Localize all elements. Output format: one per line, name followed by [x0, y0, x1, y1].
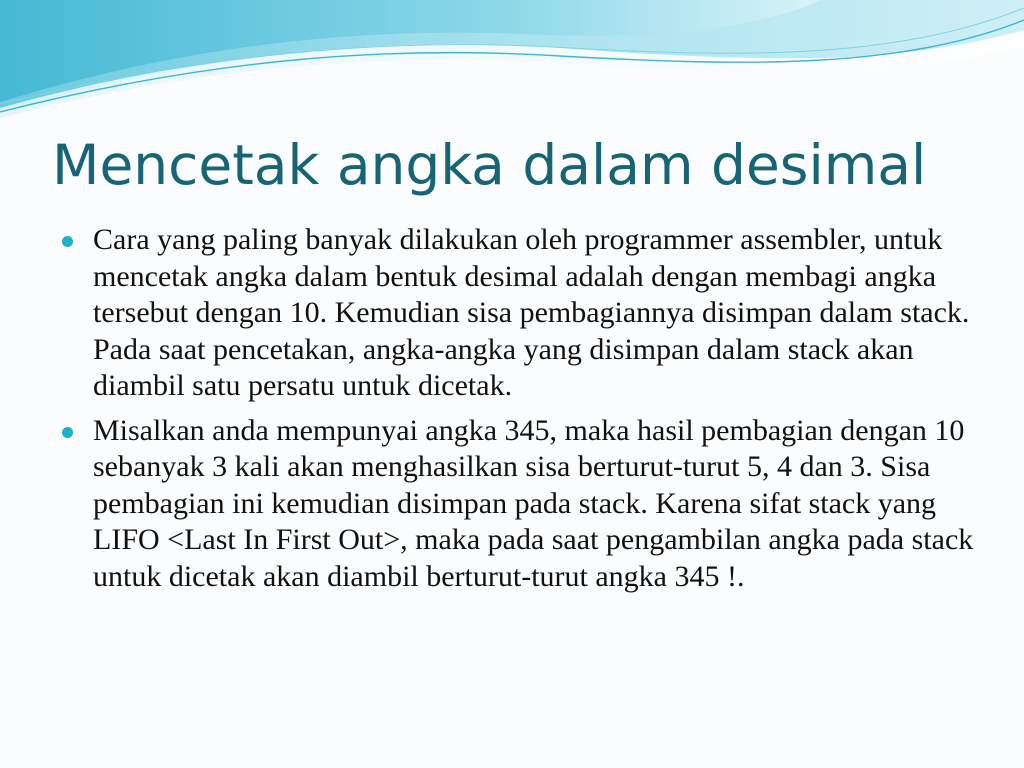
bullet-item: [62, 222, 992, 405]
bullet-list: [62, 222, 992, 603]
slide-title: Mencetak angka dalam desimal: [52, 133, 927, 197]
bullet-icon: [62, 236, 73, 247]
header-wave-decoration: [0, 0, 1024, 130]
bullet-text: Cara yang paling banyak dilakukan oleh programmer assembler, untuk mencetak angka dalam bentuk desimal adalah dengan membagi angka tersebut dengan 10. Kemudian sisa pembagiannya disimpan dalam stack. Pada saat pencetakan, angka-angka yang disimpan dalam stack akan diambil satu persatu untuk dicetak.: [93, 223, 970, 402]
bullet-text: Misalkan anda mempunyai angka 345, maka hasil pembagian dengan 10 sebanyak 3 kali akan menghasilkan sisa berturut-turut 5, 4 dan 3. Sisa pembagian ini kemudian disimpan pada stack. Karena sifat stack yang LIFO <Last In First Out>, maka pada saat pengambilan angka pada stack untuk dicetak akan diambil berturut-turut angka 345 !.: [93, 413, 974, 593]
bullet-icon: [62, 427, 73, 438]
bullet-item: [62, 413, 992, 596]
